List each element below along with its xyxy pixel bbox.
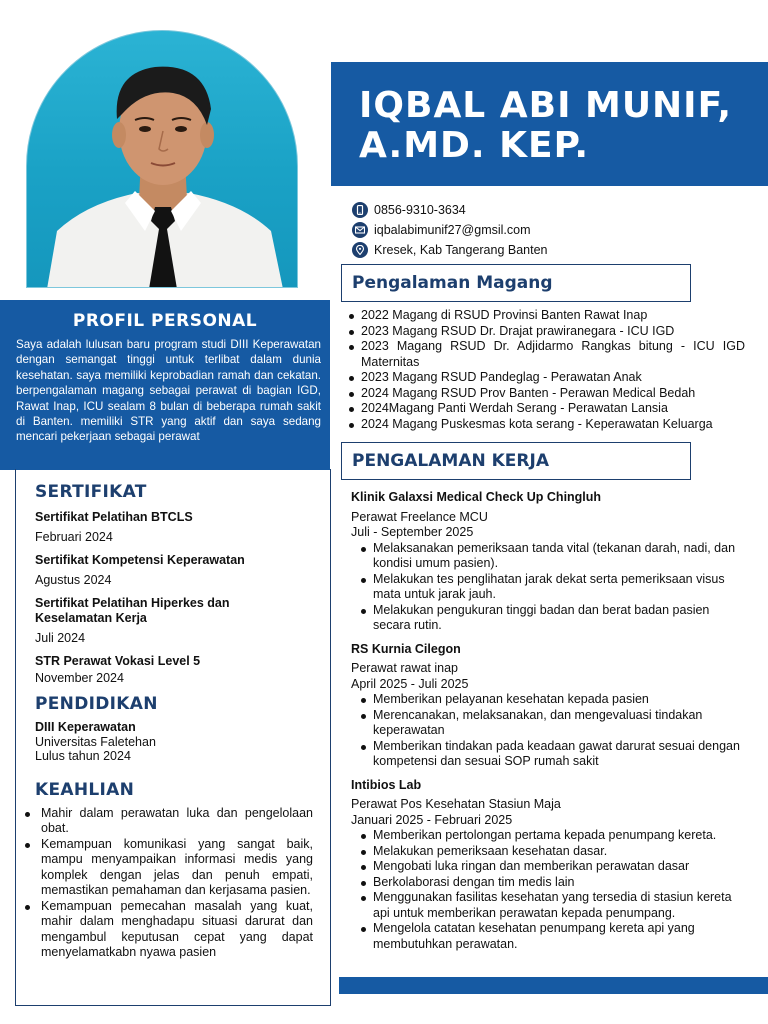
list-item: Melaksanakan pemeriksaan tanda vital (tekanan darah, nadi, dan kondisi umum pasien). <box>357 541 746 572</box>
education-year: Lulus tahun 2024 <box>35 749 131 763</box>
list-item: Memberikan pertolongan pertama kepada penumpang kereta. <box>357 828 746 844</box>
list-item: Menggunakan fasilitas kesehatan yang tersedia di stasiun kereta api untuk memberikan perawatan kepada penumpang. <box>357 890 746 921</box>
mail-icon <box>352 222 368 238</box>
education-degree: DIII Keperawatan <box>35 720 136 734</box>
job-tasks <box>357 692 746 770</box>
internship-heading: Pengalaman Magang <box>341 264 691 302</box>
skills-list <box>19 806 313 961</box>
list-item: Memberikan pelayanan kesehatan kepada pasien <box>357 692 746 708</box>
certificate-name: Sertifikat Pelatihan Hiperkes dan Keselamatan Kerja <box>35 596 230 625</box>
list-item: Kemampuan pemecahan masalah yang kuat, mahir dalam menghadapu situasi darurat dan mengambul keputusan cepat yang dapat menyelamatkabn nyawa pasien <box>19 899 313 961</box>
profile-text: Saya adalah lulusan baru program studi DIII Keperawatan dengan semangat tinggi untuk terlibat dalam dunia kesehatan. saya memiliki keprobadian ramah dan cekatan. berpengalaman magang sebagai perawat di bagian IGD, Rawat Inap, ICU sealam 8 bulan di beberapa rumah sakit di Banten. memiliki STR yang aktif dan saya sedang mencari pekerjaan sebagai perawat <box>16 338 321 444</box>
profile-photo <box>26 30 298 288</box>
list-item: Melakukan pengukuran tinggi badan dan berat badan pasien secara rutin. <box>357 603 746 634</box>
profile-panel <box>0 300 330 470</box>
job-entry <box>351 490 746 634</box>
list-item: 2023 Magang RSUD Dr. Adjidarmo Rangkas bitung - ICU IGD Maternitas <box>345 339 745 370</box>
phone-icon <box>352 202 368 218</box>
profile-title: PROFIL PERSONAL <box>72 311 258 331</box>
list-item: 2024 Magang RSUD Prov Banten - Perawan Medical Bedah <box>345 386 745 402</box>
job-role: Perawat Freelance MCU <box>351 509 488 524</box>
work-heading: PENGALAMAN KERJA <box>341 442 691 480</box>
list-item: Mengelola catatan kesehatan penumpang kereta api yang membutuhkan perawatan. <box>357 921 746 952</box>
certificate-entry <box>35 654 315 686</box>
job-entry <box>351 778 746 953</box>
footer-bar <box>339 977 768 994</box>
job-period: Januari 2025 - Februari 2025 <box>351 812 513 827</box>
certificate-entry <box>35 596 315 646</box>
contact-phone: 0856-9310-3634 <box>352 200 548 220</box>
name-header <box>331 62 768 186</box>
contact-email: iqbalabimunif27@gmsil.com <box>352 220 548 240</box>
list-item: Berkolaborasi dengan tim medis lain <box>357 875 746 891</box>
list-item: 2022 Magang di RSUD Provinsi Banten Rawat Inap <box>345 308 745 324</box>
list-item: Merencanakan, melaksanakan, dan mengevaluasi tindakan keperawatan <box>357 708 746 739</box>
education-entry <box>35 720 315 764</box>
certificate-name: STR Perawat Vokasi Level 5 <box>35 654 201 668</box>
internship-list <box>345 308 745 432</box>
job-period: April 2025 - Juli 2025 <box>351 676 469 691</box>
contact-address: Kresek, Kab Tangerang Banten <box>352 240 548 260</box>
list-item: 2023 Magang RSUD Pandeglag - Perawatan Anak <box>345 370 745 386</box>
list-item: Melakukan pemeriksaan kesehatan dasar. <box>357 844 746 860</box>
job-tasks <box>357 828 746 952</box>
full-name: IQBAL ABI MUNIF, A.MD. KEP. <box>359 85 733 166</box>
job-company: RS Kurnia Cilegon <box>351 641 461 656</box>
education-school: Universitas Faletehan <box>35 734 156 749</box>
list-item: Kemampuan komunikasi yang sangat baik, mampu menyampaikan informasi medis yang komplek dengan jelas dan penuh empati, memastikan pemahaman dan kerjasama pasien. <box>19 837 313 899</box>
certificate-date: Februari 2024 <box>35 530 113 544</box>
certificates-heading: SERTIFIKAT <box>35 482 147 502</box>
skills-heading: KEAHLIAN <box>35 779 135 800</box>
list-item: Mahir dalam perawatan luka dan pengelolaan obat. <box>19 806 313 837</box>
certificate-entry <box>35 510 315 545</box>
certificate-name: Sertifikat Kompetensi Keperawatan <box>35 553 245 567</box>
education-heading: PENDIDIKAN <box>35 694 158 714</box>
list-item: Memberikan tindakan pada keadaan gawat darurat sesuai dengan kompetensi dan sesuai SOP rumah sakit <box>357 739 746 770</box>
certificate-date: Juli 2024 <box>35 631 86 645</box>
work-list <box>351 490 746 960</box>
job-company: Klinik Galaxsi Medical Check Up Chingluh <box>351 490 602 504</box>
job-tasks <box>357 541 746 634</box>
certificate-date: Agustus 2024 <box>35 573 112 587</box>
job-entry <box>351 642 746 770</box>
certificate-date: November 2024 <box>35 671 124 685</box>
job-role: Perawat Pos Kesehatan Stasiun Maja <box>351 797 561 811</box>
list-item: Mengobati luka ringan dan memberikan perawatan dasar <box>357 859 746 875</box>
list-item: 2023 Magang RSUD Dr. Drajat prawiranegara - ICU IGD <box>345 324 745 340</box>
job-period: Juli - September 2025 <box>351 525 474 539</box>
list-item: 2024Magang Panti Werdah Serang - Perawatan Lansia <box>345 401 745 417</box>
job-role: Perawat rawat inap <box>351 661 459 675</box>
list-item: Melakukan tes penglihatan jarak dekat serta pemeriksaan visus mata untuk jarak jauh. <box>357 572 746 603</box>
location-pin-icon <box>352 242 368 258</box>
list-item: 2024 Magang Puskesmas kota serang - Keperawatan Keluarga <box>345 417 745 433</box>
contact-info <box>352 200 548 260</box>
certificate-entry <box>35 553 315 588</box>
left-column <box>35 482 315 961</box>
certificate-name: Sertifikat Pelatihan BTCLS <box>35 510 193 524</box>
job-company: Intibios Lab <box>351 777 422 792</box>
